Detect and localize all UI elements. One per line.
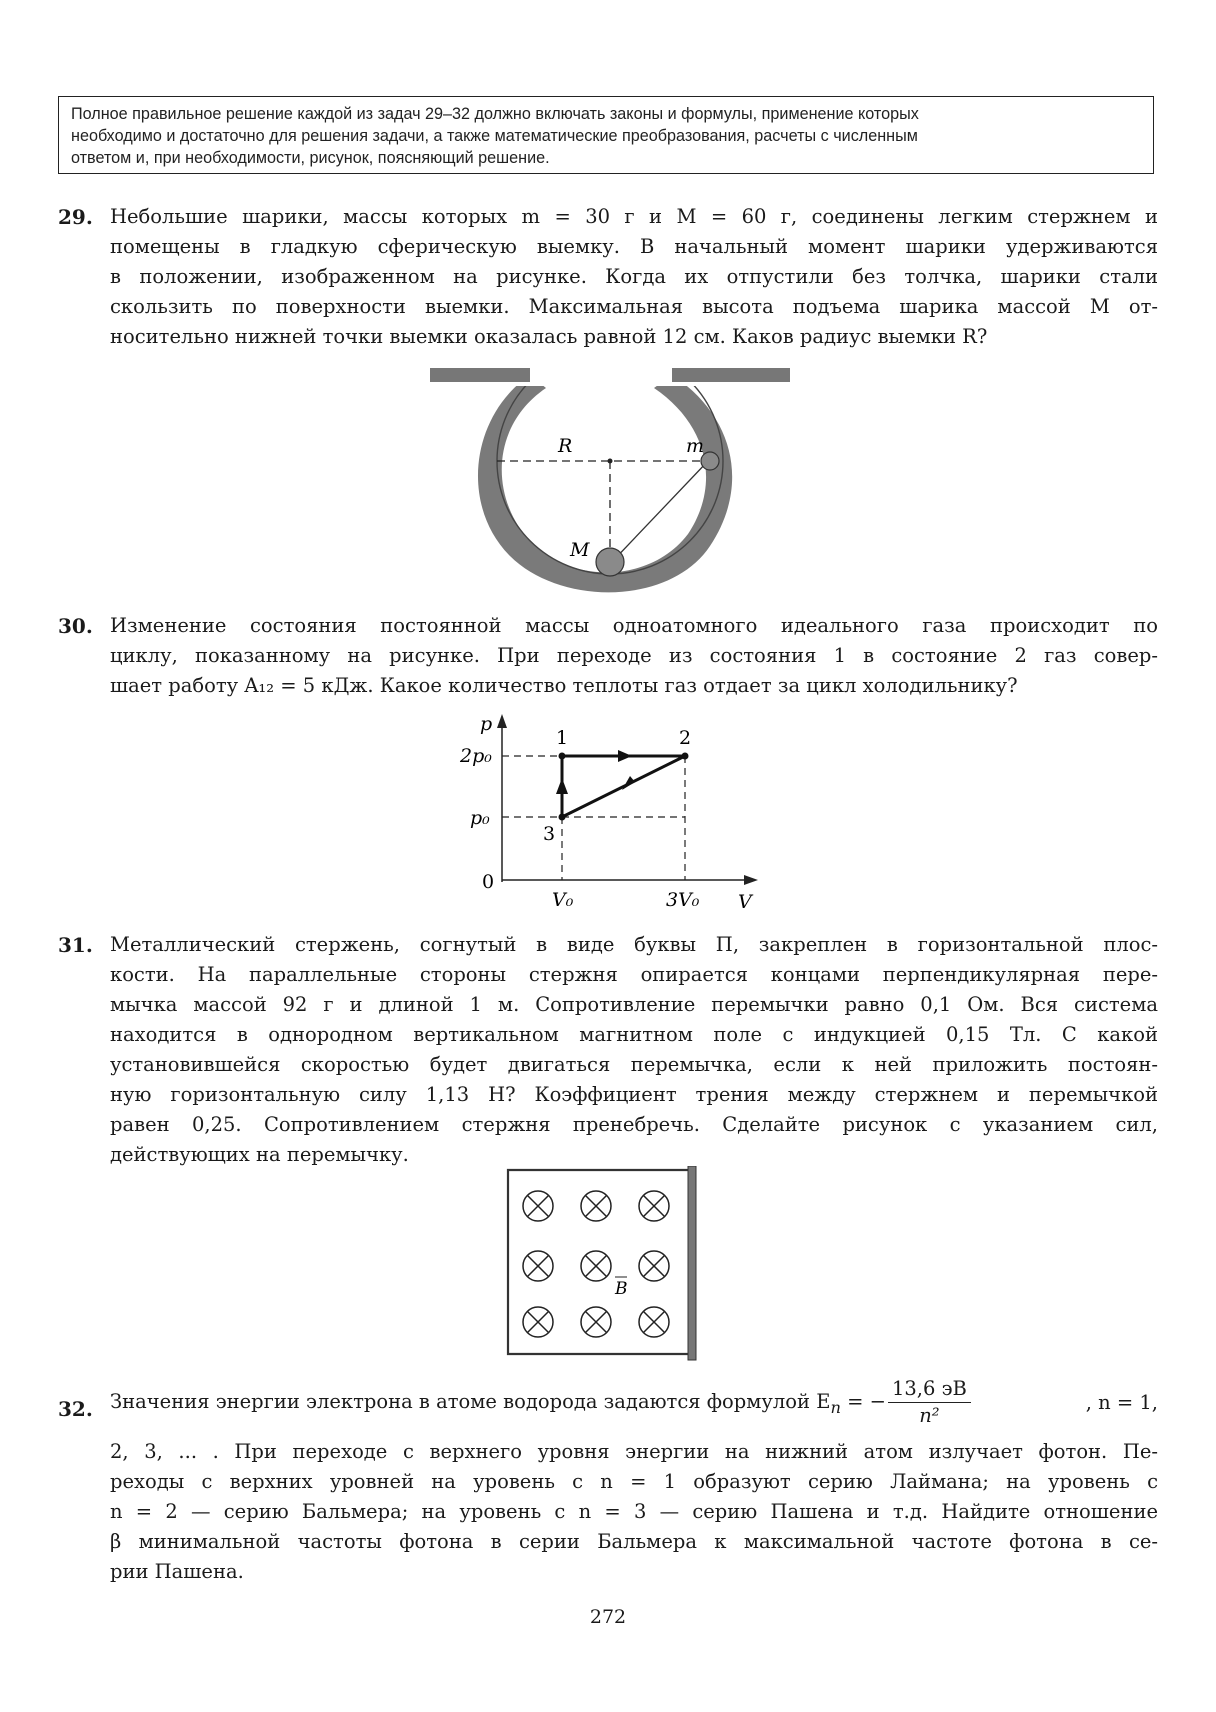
- text-line: кости. На параллельные стороны стержня опирается концами перпендикулярная пере-: [110, 963, 1158, 986]
- task-31: [58, 930, 1158, 1170]
- label-m: m: [686, 435, 705, 457]
- task-30: [58, 611, 1158, 701]
- subscript-n: n: [830, 1397, 841, 1417]
- task-text: [110, 611, 1158, 701]
- axis-label-p: p: [480, 713, 493, 735]
- label-M: M: [570, 539, 590, 561]
- state-3-label: 3: [543, 823, 556, 845]
- task-number: 29.: [58, 205, 93, 229]
- field-into-page-icon: [523, 1191, 553, 1221]
- state-2-dot: [682, 753, 689, 760]
- task-number: 30.: [58, 614, 93, 638]
- energy-fraction: [888, 1376, 971, 1429]
- magnetic-field-figure: [500, 1166, 720, 1362]
- text-line: в положении, изображенном на рисунке. Когда их отпустили без толчка, шарики стали: [110, 265, 1158, 288]
- fraction-numerator: 13,6 эВ: [888, 1376, 971, 1403]
- state-1-label: 1: [556, 727, 569, 749]
- origin-label: 0: [482, 871, 495, 893]
- field-into-page-icon: [523, 1251, 553, 1281]
- task-number: 31.: [58, 933, 93, 957]
- text-line: ную горизонтальную силу 1,13 Н? Коэффициент трения между стержнем и перемычкой: [110, 1083, 1158, 1106]
- arrow-1-2: [618, 750, 632, 762]
- field-into-page-icon: [523, 1307, 553, 1337]
- text-line: скользить по поверхности выемки. Максимальная высота подъема шарика массой M от-: [110, 295, 1158, 318]
- text-line: помещены в гладкую сферическую выемку. В начальный момент шарики удерживаются: [110, 235, 1158, 258]
- state-3-dot: [559, 814, 566, 821]
- instructions-box: [58, 96, 1154, 174]
- instructions-line: необходимо и достаточно для решения задачи, а также математические преобразования, расчеты с численным: [71, 127, 918, 145]
- text-line: носительно нижней точки выемки оказалась равной 12 см. Каков радиус выемки R?: [110, 325, 988, 348]
- task-text: [110, 202, 1158, 352]
- text-line: Изменение состояния постоянной массы одноатомного идеального газа происходит по: [110, 614, 1158, 637]
- text-line: β минимальной частоты фотона в серии Бальмера к максимальной частоте фотона в се-: [110, 1530, 1158, 1553]
- pv-diagram: [450, 712, 770, 922]
- text-line: Значения энергии электрона в атоме водорода задаются формулой E: [110, 1390, 831, 1413]
- field-into-page-icon: [581, 1191, 611, 1221]
- equals-minus: = −: [840, 1390, 886, 1413]
- task-text: [110, 930, 1158, 1170]
- label-R: R: [558, 435, 573, 457]
- field-into-page-icon: [581, 1251, 611, 1281]
- fraction-denominator: n²: [919, 1404, 940, 1427]
- process-2-3: [562, 756, 685, 817]
- text-line: действующих на перемычку.: [110, 1143, 409, 1166]
- text-line: Металлический стержень, согнутый в виде буквы П, закреплен в горизонтальной плос-: [110, 933, 1158, 956]
- task-number: 32.: [58, 1397, 93, 1421]
- movable-bar: [688, 1166, 696, 1360]
- text-line: находится в однородном вертикальном магнитном поле с индукцией 0,15 Тл. С какой: [110, 1023, 1158, 1046]
- text-line: реходы с верхних уровней на уровень с n = 1 образуют серию Лаймана; на уровень с: [110, 1470, 1158, 1493]
- text-line: 2, 3, ... . При переходе с верхнего уровня энергии на нижний атом излучает фотон. Пе-: [110, 1440, 1158, 1463]
- v-axis-arrow: [744, 875, 758, 885]
- p-axis-arrow: [497, 714, 507, 728]
- tick-p0: p₀: [470, 807, 490, 829]
- task-text: [110, 1376, 1158, 1587]
- arrow-2-3: [622, 776, 635, 790]
- arrow-3-1: [556, 778, 568, 794]
- task-32: [58, 1376, 1158, 1587]
- tick-V0: V₀: [552, 889, 574, 911]
- instructions-line: Полное правильное решение каждой из задач 29–32 должно включать законы и формулы, применение которых: [71, 105, 919, 123]
- text-tail: , n = 1,: [1085, 1390, 1158, 1414]
- text-line: мычка массой 92 г и длиной 1 м. Сопротивление перемычки равно 0,1 Ом. Вся система: [110, 993, 1158, 1016]
- text-line: шает работу A₁₂ = 5 кДж. Какое количество теплоты газ отдает за цикл холодильнику?: [110, 674, 1018, 697]
- label-B: B: [615, 1279, 628, 1299]
- field-markers: [523, 1191, 669, 1337]
- field-into-page-icon: [639, 1307, 669, 1337]
- text-line: Небольшие шарики, массы которых m = 30 г и M = 60 г, соединены легким стержнем и: [110, 205, 1158, 228]
- axis-label-V: V: [738, 891, 752, 913]
- center-dot: [608, 459, 613, 464]
- field-into-page-icon: [581, 1307, 611, 1337]
- page-number: 272: [589, 1606, 627, 1628]
- text-line: n = 2 — серию Бальмера; на уровень с n = 3 — серию Пашена и т.д. Найдите отношение: [110, 1500, 1158, 1523]
- text-line: рии Пашена.: [110, 1560, 244, 1583]
- field-into-page-icon: [639, 1251, 669, 1281]
- instructions-line: ответом и, при необходимости, рисунок, поясняющий решение.: [71, 149, 550, 167]
- state-1-dot: [559, 753, 566, 760]
- text-line: равен 0,25. Сопротивлением стержня пренебречь. Сделайте рисунок с указанием сил,: [110, 1113, 1158, 1136]
- spherical-well-figure: [430, 366, 790, 596]
- text-line: установившейся скоростью будет двигаться перемычка, если к ней приложить постоян-: [110, 1053, 1158, 1076]
- task-29: [58, 202, 1158, 352]
- tick-3V0: 3V₀: [666, 889, 700, 911]
- tick-2p0: 2p₀: [460, 745, 492, 767]
- field-into-page-icon: [639, 1191, 669, 1221]
- ball-M: [596, 548, 624, 576]
- text-line: циклу, показанному на рисунке. При переходе из состояния 1 в состояние 2 газ совер-: [110, 644, 1158, 667]
- state-2-label: 2: [679, 727, 692, 749]
- formula-line: [110, 1376, 1158, 1429]
